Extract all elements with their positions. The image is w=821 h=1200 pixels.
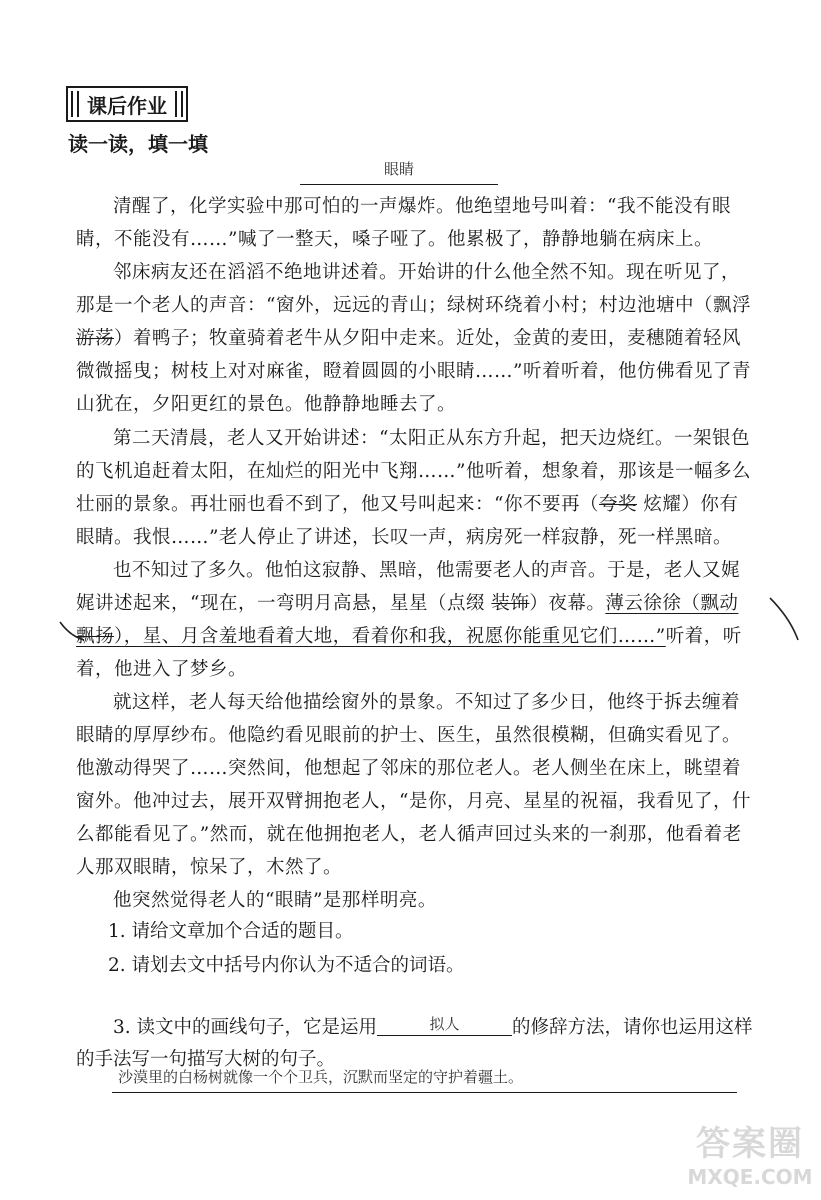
option-struck: 游荡 <box>76 328 115 349</box>
paragraph-4 <box>76 554 756 686</box>
section-banner-label: 课后作业 <box>87 93 167 118</box>
title-answer-line <box>300 158 498 185</box>
option-kept: 点缀 <box>446 593 485 614</box>
option-kept: 飘浮 <box>712 295 751 316</box>
watermark-line-2: MXQE.COM <box>687 1164 813 1189</box>
paragraph-3-text-b: ）你有眼睛。我恨……”老人停止了讲述，长叹一声，病房死一样寂静，死一样黑暗。 <box>76 494 739 548</box>
paragraph-3 <box>76 422 756 554</box>
paragraph-5: 就这样，老人每天给他描绘窗外的景象。不知过了多少日，他终于拆去缠着眼睛的厚厚纱布。他隐约看见眼前的护士、医生，虽然很模糊，但确实看见了。他激动得哭了……突然间，他想起了邻床的那位老人。老人侧坐在床上，眺望着窗外。他冲过去，展开双臂拥抱老人，“是你，月亮、星星的祝福，我看见了，什么都能看见了。”然而，就在他拥抱老人，老人循声回过头来的一刹那，他看着老人那双眼睛，惊呆了，木然了。 <box>76 692 751 878</box>
underlined-option-struck: 飘扬 <box>76 626 115 647</box>
option-struck: 装饰 <box>491 593 530 614</box>
pen-stroke-right-margin <box>770 598 798 640</box>
section-banner <box>66 86 188 122</box>
paragraph-6: 他突然觉得老人的“眼睛”是那样明亮。 <box>113 890 437 911</box>
paragraph-3-text-a: 第二天清晨，老人又开始讲述：“太阳正从东方升起，把天边烧红。一架银色的飞机追赶着太阳，在灿烂的阳光中飞翔……”他听着，想象着，那该是一幅多么壮丽的景象。再壮丽也看不到了，他又号叫起来：“你不要再（ <box>76 428 751 515</box>
answer-sentence-line <box>112 1066 737 1093</box>
paragraph-4-text-a: 也不知过了多久。他怕这寂静、黑暗，他需要老人的声音。于是，老人又娓娓讲述起来，“现在，一弯明月高悬，星星（ <box>76 560 741 614</box>
watermark-logo <box>687 1112 813 1192</box>
paragraph-2 <box>76 256 756 421</box>
answer-sentence-handwritten: 沙漠里的白杨树就像一个个卫兵，沉默而坚定的守护着疆土。 <box>118 1068 524 1086</box>
question-1: 1. 请给文章加个合适的题目。 <box>108 921 354 942</box>
paragraph-2-text-b: ）着鸭子；牧童骑着老牛从夕阳中走来。近处，金黄的麦田，麦穗随着轻风微微摇曳；树枝上对对麻雀，瞪着圆圆的小眼睛……”听着听着，他仿佛看见了青山犹在，夕阳更红的景色。他静静地睡去了。 <box>76 328 751 415</box>
paragraph-2-text-a: 邻床病友还在滔滔不绝地讲述着。开始讲的什么他全然不知。现在听见了，那是一个老人的声音：“窗外，远远的青山；绿树环绕着小村；村边池塘中（ <box>76 262 741 316</box>
question-3-text-a: 3. 读文中的画线句子，它是运用 <box>113 1017 378 1038</box>
question-2: 2. 请划去文中括号内你认为不适合的词语。 <box>108 955 465 976</box>
title-answer-handwritten: 眼睛 <box>383 160 414 178</box>
paragraph-1: 清醒了，化学实验中那可怕的一声爆炸。他绝望地号叫着：“我不能没有眼睛，不能没有……”喊了一整天，嗓子哑了。他累极了，静静地躺在病床上。 <box>76 196 731 250</box>
question-3-answer-blank: 拟人 <box>377 1013 512 1036</box>
underlined-sentence-part-2: ），星、月含羞地看着大地，看着你和我，祝愿你能重见它们……” <box>114 626 666 647</box>
watermark-line-1: 答案圈 <box>696 1123 804 1164</box>
exercise-subtitle: 读一读，填一填 <box>68 132 208 156</box>
underlined-sentence-part-1: 薄云徐徐（飘动 <box>605 593 739 614</box>
option-struck: 夸奖 <box>598 494 637 515</box>
question-3-text-b: 的修辞方法，请你也运用这样的手法写一句描写大树的句子。 <box>76 1017 753 1070</box>
option-kept: 炫耀 <box>643 494 682 515</box>
paragraph-4-text-b: 听着，听着，他进入了梦乡。 <box>76 626 742 680</box>
paragraph-4-text-mid: ）夜幕。 <box>529 593 606 614</box>
